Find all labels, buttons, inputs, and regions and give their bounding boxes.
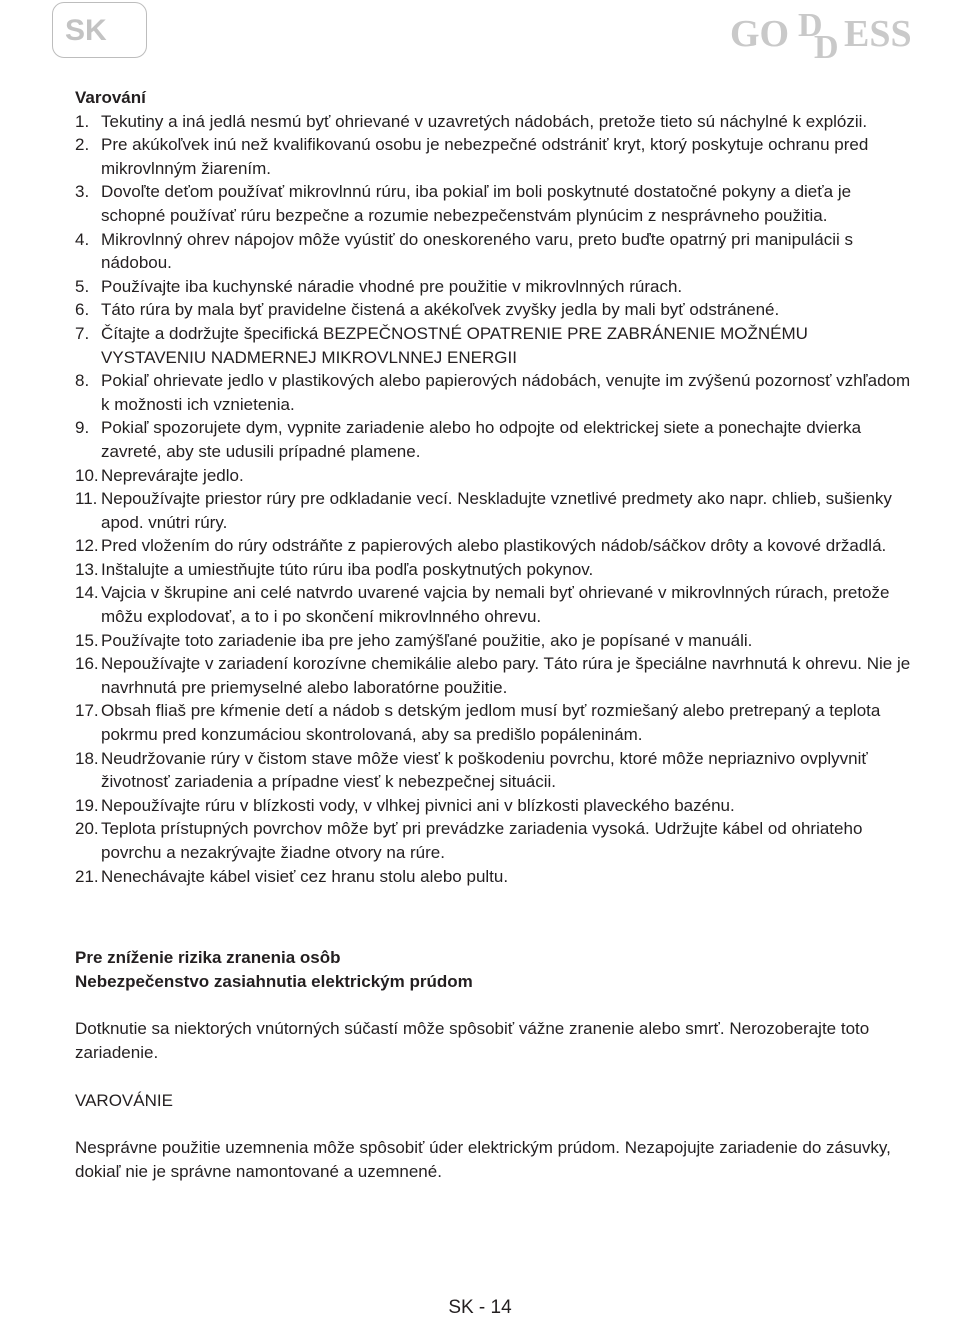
list-item: 1. Tekutiny a iná jedlá nesmú byť ohrievané v uzavretých nádobách, pretože tieto sú náchylné k explózii. [75,111,868,131]
svg-text:GO: GO [730,13,790,55]
list-item: 13. Inštalujte a umiestňujte túto rúru iba podľa poskytnutých pokynov. [75,559,594,579]
list-item: 3. Dovoľte deťom používať mikrovlnnú rúru, iba pokiaľ im boli poskytnuté dostatočné pokyny a dieťa je schopné používať rúru bezpečne a rozumie nebezpečenstvám plynúcim z nesprávneho použitia. [75,182,852,225]
list-item: 11. Nepoužívajte priestor rúry pre odkladanie vecí. Neskladujte vznetlivé predmety ako napr. chlieb, sušienky apod. vnútri rúry. [75,489,892,532]
list-item: 8. Pokiaľ ohrievate jedlo v plastikových alebo papierových nádobách, venujte im zvýšenú pozornosť vzhľadom k možnosti ich vznietenia. [75,371,911,414]
injury-heading: Pre zníženie rizika zranenia osôb [75,948,341,968]
brand-logo [720,0,960,62]
svg-text:D: D [814,29,839,62]
list-item: 14. Vajcia v škrupine ani celé natvrdo uvarené vajcia by nemali byť ohrievané v mikrovlnných rúrach, pretože môžu explodovať, a to i po skončení mikrovlnného ohrevu. [75,583,890,627]
electric-shock-heading: Nebezpečenstvo zasiahnutia elektrickým prúdom [75,971,473,991]
svg-text:ESS: ESS [844,13,912,55]
injury-paragraph: Dotknutie sa niektorých vnútorných súčastí môže spôsobiť vážne zranenie alebo smrť. Nerozoberajte toto zariadenie. [75,1019,870,1062]
list-item: 5. Používajte iba kuchynské náradie vhodné pre použitie v mikrovlnných rúrach. [75,276,683,296]
caution-heading: VAROVÁNIE [75,1090,173,1110]
list-item: 16. Nepoužívajte v zariadení korozívne chemikálie alebo pary. Táto rúra je špeciálne navrhnutá k ohrevu. Nie je navrhnutá pre priemyselné alebo laboratórne použitie. [75,654,911,697]
list-item: 2. Pre akúkoľvek inú než kvalifikovanú osobu je nebezpečné odstrániť kryt, ktorý poskytuje ochranu pred mikrovlnným žiarením. [75,135,869,178]
list-item: 10. Neprevárajte jedlo. [75,465,244,485]
document-body [75,86,915,1183]
list-item: 19. Nepoužívajte rúru v blízkosti vody, v vlhkej pivnici ani v blízkosti plaveckého bazénu. [75,795,735,815]
list-item: 12. Pred vložením do rúry odstráňte z papierových alebo plastikových nádob/sáčkov drôty a kovové držadlá. [75,536,887,556]
list-item: 15. Používajte toto zariadenie iba pre jeho zamýšľané použitie, ako je popísané v manuáli. [75,630,753,650]
list-item: 7. Čítajte a dodržujte špecifická BEZPEČNOSTNÉ OPATRENIE PRE ZABRÁNENIE MOŽNÉMU VYSTAVENIU NADMERNEJ MIKROVLNNEJ ENERGII [75,323,808,367]
list-item: 6. Táto rúra by mala byť pravidelne čistená a akékoľvek zvyšky jedla by mali byť odstránené. [75,300,780,320]
svg-text:D: D [798,7,823,44]
list-item: 4. Mikrovlnný ohrev nápojov môže vyústiť do oneskoreného varu, preto buďte opatrný pri manipulácii s nádobou. [75,229,853,273]
language-badge: SK [52,2,147,58]
list-item: 21. Nenechávajte kábel visieť cez hranu stolu alebo pultu. [75,866,509,886]
list-item: 17. Obsah fliaš pre kŕmenie detí a nádob s detským jedlom musí byť rozmiešaný alebo pretrepaný a teplota pokrmu pred konzumáciou skontrolovaná, aby sa predišlo popáleninám. [75,701,881,745]
caution-paragraph: Nesprávne použitie uzemnenia môže spôsobiť úder elektrickým prúdom. Nezapojujte zariadenie do zásuvky, dokiaľ nie je správne namontované a uzemnené. [75,1138,891,1181]
warning-heading: Varování [75,88,146,107]
list-item: 9. Pokiaľ spozorujete dym, vypnite zariadenie alebo ho odpojte od elektrickej siete a ponechajte dvierka zavreté, aby ste udusili prípadné plamene. [75,418,862,461]
caution-section [75,1089,915,1184]
page-number: SK - 14 [448,1297,512,1318]
list-item: 18. Neudržovanie rúry v čistom stave môže viesť k poškodeniu povrchu, ktoré môže nepriaznivo ovplyvniť životnosť zariadenia a prípadne viesť k nebezpečnej situácii. [75,748,868,792]
injury-section [75,946,915,1064]
warning-list [75,110,915,889]
list-item: 20. Teplota prístupných povrchov môže byť pri prevádzke zariadenia vysoká. Udržujte kábel od ohriateho povrchu a nezakrývajte žiadne otvory na rúre. [75,819,863,862]
